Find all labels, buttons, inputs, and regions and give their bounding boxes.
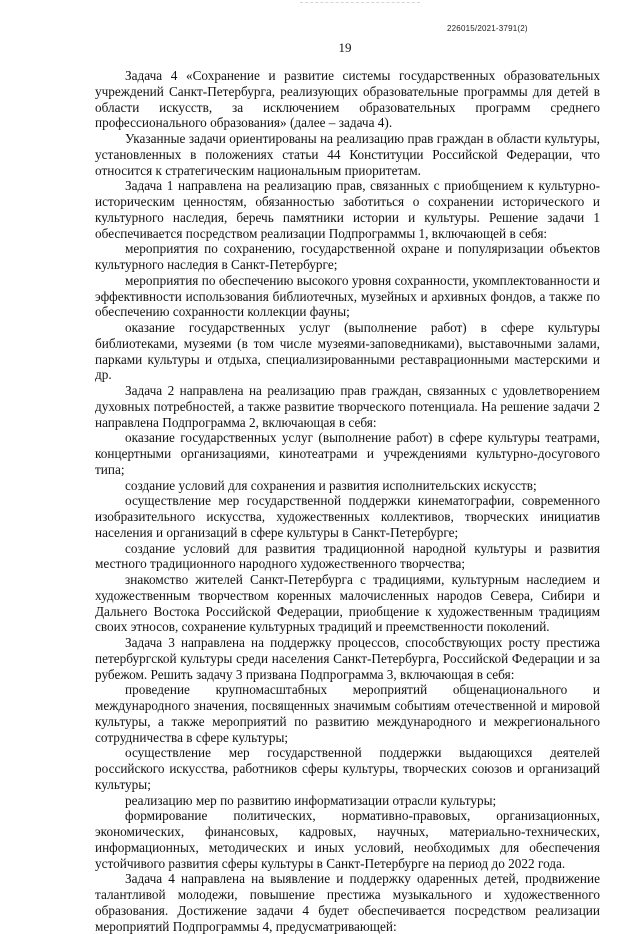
paragraph: Указанные задачи ориентированы на реализацию прав граждан в области культуры, установленных в положениях статьи 44 Конституции Российской Федерации, что относится к стратегическим национальным приоритетам. bbox=[95, 131, 600, 178]
paragraph: осуществление мер государственной поддержки выдающихся деятелей российского искусства, работников сферы культуры, творческих союзов и организаций культуры; bbox=[95, 745, 600, 792]
scan-artifact bbox=[300, 2, 420, 4]
paragraph: осуществление мер государственной поддержки кинематографии, современного изобразительного искусства, художественных коллективов, творческих инициатив населения и организаций в сфере культуры в Санкт-Петербурге; bbox=[95, 493, 600, 540]
paragraph: проведение крупномасштабных мероприятий общенационального и международного значения, посвященных значимым событиям отечественной и мировой культуры, а также мероприятий по развитию международного и межрегионального сотрудничества в сфере культуры; bbox=[95, 682, 600, 745]
paragraph: мероприятия по сохранению, государственной охране и популяризации объектов культурного наследия в Санкт-Петербурге; bbox=[95, 241, 600, 272]
paragraph: знакомство жителей Санкт-Петербурга с традициями, культурным наследием и художественным творчеством коренных малочисленных народов Севера, Сибири и Дальнего Востока Российской Федерации, приобщение к художественным традициям своих этносов, сохранение культурных традиций и преемственности поколений. bbox=[95, 572, 600, 635]
paragraph: создание условий для сохранения и развития исполнительских искусств; bbox=[125, 477, 537, 493]
paragraph: Задача 3 направлена на поддержку процессов, способствующих росту престижа петербургской культуры среди населения Санкт-Петербурга, Российской Федерации и за рубежом. Решить задачу 3 призвана Подпрограмма 3, включающая в себя: bbox=[95, 635, 600, 682]
paragraph: создание условий для развития традиционной народной культуры и развития местного традиционного народного художественного творчества; bbox=[95, 540, 600, 572]
document-body bbox=[95, 68, 600, 934]
paragraph: оказание государственных услуг (выполнение работ) в сфере культуры театрами, концертными организациями, кинотеатрами и учреждениями культурно-досугового типа; bbox=[95, 430, 600, 477]
page-number: 19 bbox=[338, 40, 352, 55]
paragraph: мероприятия по обеспечению высокого уровня сохранности, укомплектованности и эффективности использования библиотечных, музейных и архивных фондов, а также по обеспечению сохранности коллекции фауны; bbox=[95, 272, 600, 320]
paragraph: формирование политических, нормативно-правовых, организационных, экономических, финансовых, кадровых, научных, материально-технических, информационных, методических и иных условий, необходимых для обеспечения устойчивого развития сферы культуры в Санкт-Петербурге на период до 2022 года. bbox=[95, 808, 600, 871]
paragraph: реализацию мер по развитию информатизации отрасли культуры; bbox=[125, 792, 497, 808]
paragraph: Задача 1 направлена на реализацию прав, связанных с приобщением к культурно-историческим ценностям, обязанностью заботиться о сохранении исторического и культурного наследия, беречь памятники истории и культуры. Решение задачи 1 обеспечивается посредством реализации Подпрограммы 1, включающей в себя: bbox=[95, 178, 600, 241]
paragraph: Задача 4 направлена на выявление и поддержку одаренных детей, продвижение талантливой молодежи, повышение престижа музыкального и художественного образования. Достижение задачи 4 будет обеспечивается посредством реализации мероприятий Подпрограммы 4, предусматривающей: bbox=[95, 871, 600, 934]
document-id: 226015/2021-3791(2) bbox=[447, 24, 528, 33]
paragraph: Задача 4 «Сохранение и развитие системы государственных образовательных учреждений Санкт-Петербурга, реализующих образовательные программы для детей в области искусств, за исключением образовательных программ среднего профессионального образования» (далее – задача 4). bbox=[95, 68, 600, 131]
paragraph: Задача 2 направлена на реализацию прав граждан, связанных с удовлетворением духовных потребностей, а также развитие творческого потенциала. На решение задачи 2 направлена Подпрограмма 2, включающая в себя: bbox=[95, 383, 600, 430]
paragraph: оказание государственных услуг (выполнение работ) в сфере культуры библиотеками, музеями (в том числе музеями-заповедниками), выставочными залами, парками культуры и отдыха, специализированными реставрационными мастерскими и др. bbox=[95, 320, 600, 383]
